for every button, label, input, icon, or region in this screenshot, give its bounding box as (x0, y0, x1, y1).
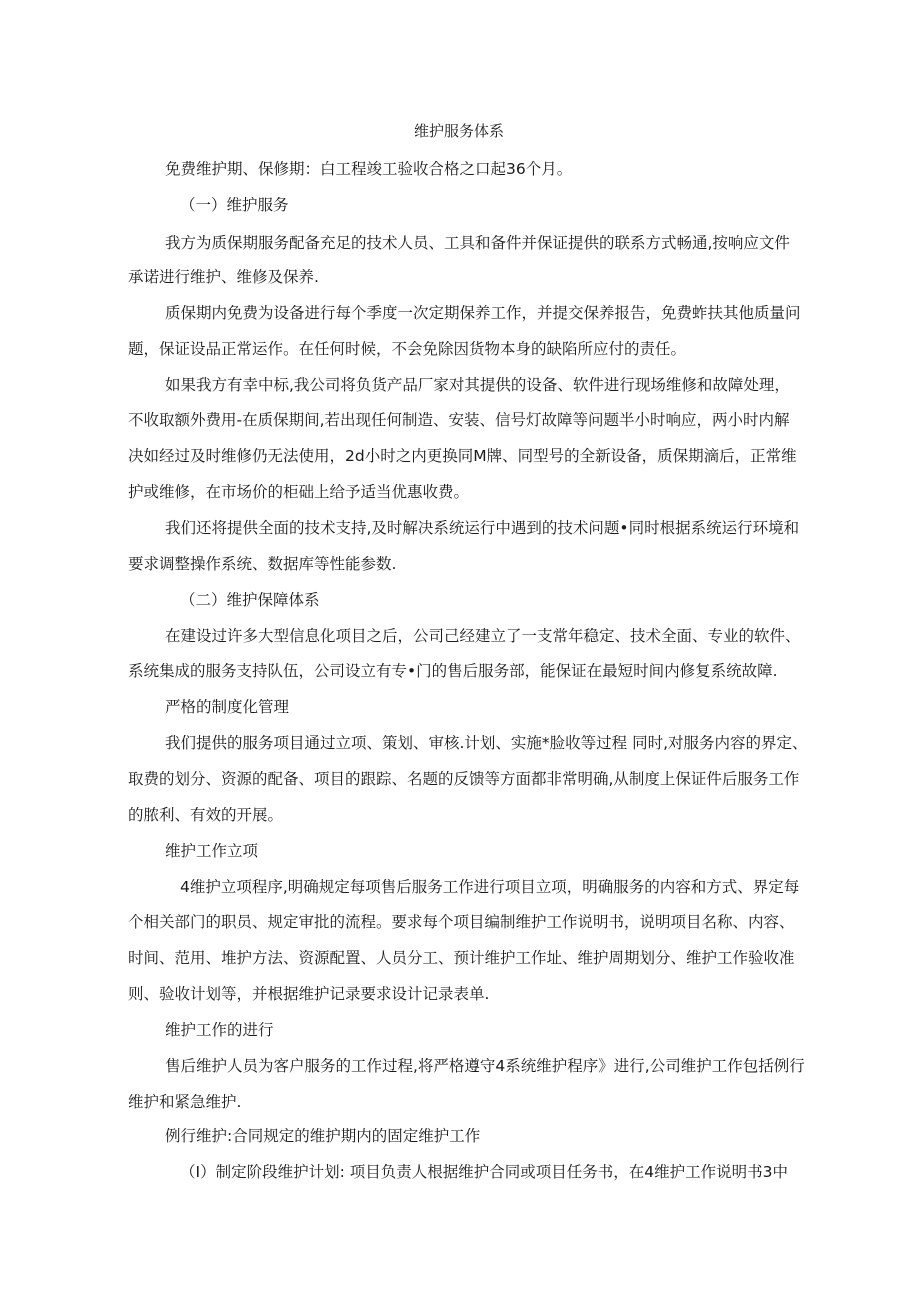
paragraph-line: 维护和紧急维护. (128, 1093, 242, 1111)
paragraph-line: 系统集成的服务支持队伍，公司设立有专•门的售后服务部，能保证在最短时间内修复系统故障. (128, 662, 778, 680)
paragraph-line: 承诺进行维护、维修及保养. (128, 268, 319, 286)
paragraph-line: 决如经过及时维修仍无法使用，2d小时之内更换同M牌、同型号的全新设备，质保期滴后，正常维 (128, 447, 797, 465)
paragraph-line: 我们提供的服务项目通过立项、策划、审核.计划、实施*脸收等过程 同时,对服务内容的界定、 (165, 734, 808, 752)
section-heading-maintenance-assurance: （二）维护保障体系 (180, 591, 320, 609)
paragraph-line: 如果我方有幸中标,我公司将负货产品厂家对其提供的设备、软件进行现场维修和故障处理， (165, 376, 790, 394)
subheading-project-initiation: 维护工作立项 (165, 842, 259, 860)
paragraph-line: 在建设过许多大型信息化项目之后，公司己经建立了一支常年稳定、技术全面、专业的软件、 (165, 627, 801, 645)
subheading-maintenance-execution: 维护工作的进行 (165, 1021, 274, 1039)
paragraph-line: 的脓利、有效的开展。 (128, 806, 284, 824)
subheading-institutional-management: 严格的制度化管理 (165, 698, 290, 716)
paragraph-line: 题，保证设品正常运作。在任何时候，不会免除因货物本身的缺陷所应付的责任。 (128, 340, 687, 358)
paragraph-line: 时间、范用、堆护方法、资源配置、人员分工、预计维护工作址、维护周期划分、维护工作验收准 (128, 949, 795, 967)
paragraph-line: 4维护立项程序,明确规定每项售后服务工作进行项目立项，明确服务的内容和方式、界定每 (180, 878, 800, 896)
section-heading-maintenance-service: （一）维护服务 (180, 196, 289, 214)
paragraph-line: 取费的划分、资源的配备、项目的跟踪、名题的反馈等方面都非常明确,从制度上保证件后服务工作 (128, 770, 800, 788)
paragraph-line: 个相关部门的职员、规定审批的流程。要求每个项目编制维护工作说明书，说明项目名称、内容、 (128, 913, 795, 931)
paragraph-line: 我方为质保期服务配备充足的技术人员、工具和备件并保证提供的联系方式畅通,按响应文件 (165, 234, 790, 252)
paragraph-line: （I）制定阶段维护计划: 项目负责人根据维护合同或项目任务书，在4维护工作说明书3中 (180, 1163, 788, 1181)
paragraph-line: 售后维护人员为客户服务的工作过程,将严格遵守4系统维护程序》进行,公司维护工作包括例行 (165, 1057, 805, 1075)
paragraph-line: 则、验收计划等，并根据维护记录要求设计记录表单. (128, 985, 490, 1003)
subheading-routine-maintenance: 例行维护:合同规定的维护期内的固定维护工作 (165, 1127, 481, 1145)
warranty-period-line: 免费维护期、保修期：白工程竣工验收合格之口起36个月。 (165, 160, 573, 178)
paragraph-line: 质保期内免费为设备进行每个季度一次定期保养工作，并提交保养报告，免费蚱扶其他质量问 (165, 304, 801, 322)
paragraph-line: 我们还将提供全面的技术支持,及时解决系统运行中遇到的技术问题•同时根据系统运行环境和 (165, 519, 800, 537)
paragraph-line: 不收取额外费用-在质保期间,若出现任何制造、安装、信号灯故障等问题半小时响应，两小时内解 (128, 411, 790, 429)
page-title: 维护服务体系 (414, 122, 505, 140)
paragraph-line: 护或维修，在市场价的柜础上给予适当优惠收费。 (128, 483, 470, 501)
paragraph-line: 要求调整操作系统、数据库等性能参数. (128, 555, 397, 573)
